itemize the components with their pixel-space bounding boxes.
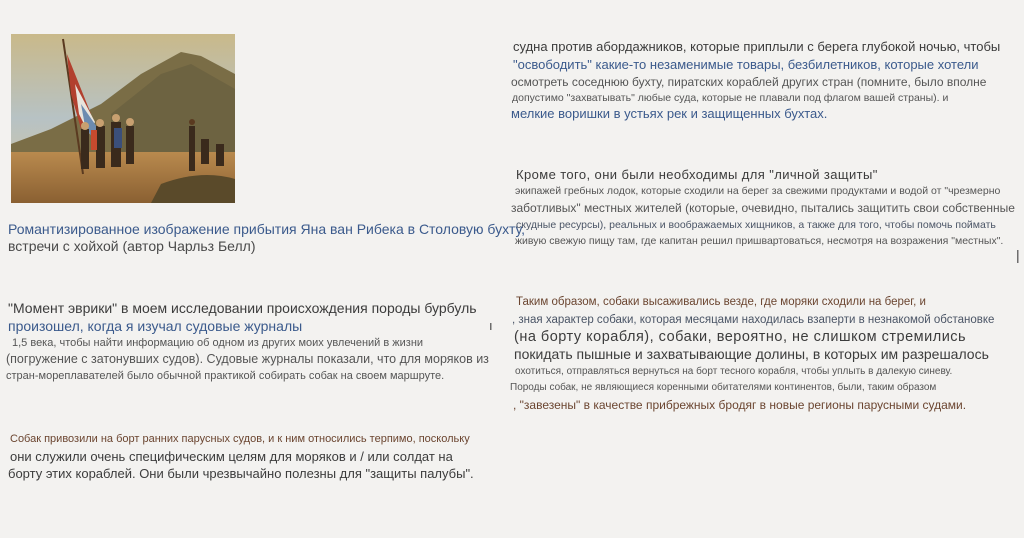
r-para3-line5: охотиться, отправляться вернуться на борт тесного корабля, чтобы уплыть в далекую синеву. (515, 366, 953, 377)
painting-illustration (11, 34, 235, 203)
r-para3-line6: Породы собак, не являющиеся коренными обитателями континентов, были, таким образом (510, 382, 937, 393)
r-para2-line2: экипажей гребных лодок, которые сходили на берег за свежими продуктами и водой от "чрезмерно (515, 185, 1001, 197)
r-para3-line4: покидать пышные и захватывающие долины, в которых им разрешалось (514, 346, 989, 362)
r-para2-line5: живую свежую пищу там, где капитан решил пришвартоваться, несмотря на возражения "местных". (515, 235, 1004, 247)
r-para2-line1: Кроме того, они были необходимы для "личной защиты" (516, 167, 878, 182)
r-para3-line3: (на борту корабля), собаки, вероятно, не слишком стремились (514, 329, 967, 345)
para1-line3: 1,5 века, чтобы найти информацию об одном из других моих увлечений в жизни (12, 337, 424, 349)
r-para3-line2: , зная характер собаки, которая месяцами находилась взаперти в незнакомой обстановке (512, 314, 995, 326)
r-para2-line4: скудные ресурсы), реальных и воображаемых хищников, а также для того, чтобы помочь поймать (516, 219, 996, 231)
para1-line1: "Момент эврики" в моем исследовании происхождения породы бурбуль (8, 300, 477, 316)
image-caption-link[interactable]: Романтизированное изображение прибытия Яна ван Рибека в Столовую бухту, (8, 221, 526, 237)
painting-image (11, 34, 235, 203)
cursor-mark: | (1016, 247, 1020, 263)
para1-line2: произошел, когда я изучал судовые журналы (8, 318, 303, 334)
para2-line1: Собак привозили на борт ранних парусных судов, и к ним относились терпимо, поскольку (10, 433, 470, 445)
para2-line2: они служили очень специфическим целям для моряков и / или солдат на (10, 449, 453, 464)
para2-line3: борту этих кораблей. Они были чрезвычайно полезны для "защиты палубы". (8, 466, 474, 481)
stray-glyph: ı (489, 318, 493, 333)
r-para3-line1: Таким образом, собаки высаживались везде, где моряки сходили на берег, и (516, 296, 926, 308)
image-caption-text: встречи с хойхой (автор Чарльз Белл) (8, 238, 256, 254)
r-para1-line3: осмотреть соседнюю бухту, пиратских кораблей других стран (помните, было вполне (511, 75, 987, 89)
para1-line4: (погружение с затонувших судов). Судовые журналы показали, что для моряков из (6, 352, 489, 366)
r-para3-line7: , "завезены" в качестве прибрежных бродяг в новые регионы парусными судами. (513, 398, 967, 412)
para1-line5: стран-мореплавателей было обычной практикой собирать собак на своем маршруте. (6, 370, 445, 382)
r-para1-line4: допустимо "захватывать" любые суда, которые не плавали под флагом вашей страны). и (512, 92, 949, 104)
r-para1-line2: "освободить" какие-то незаменимые товары, безбилетников, которые хотели (513, 57, 979, 72)
r-para1-line5: мелкие воришки в устьях рек и защищенных бухтах. (511, 106, 828, 121)
r-para2-line3: заботливых" местных жителей (которые, очевидно, пытались защитить свои собственные (511, 201, 1015, 215)
r-para1-line1: судна против абордажников, которые приплыли с берега глубокой ночью, чтобы (513, 39, 1001, 54)
